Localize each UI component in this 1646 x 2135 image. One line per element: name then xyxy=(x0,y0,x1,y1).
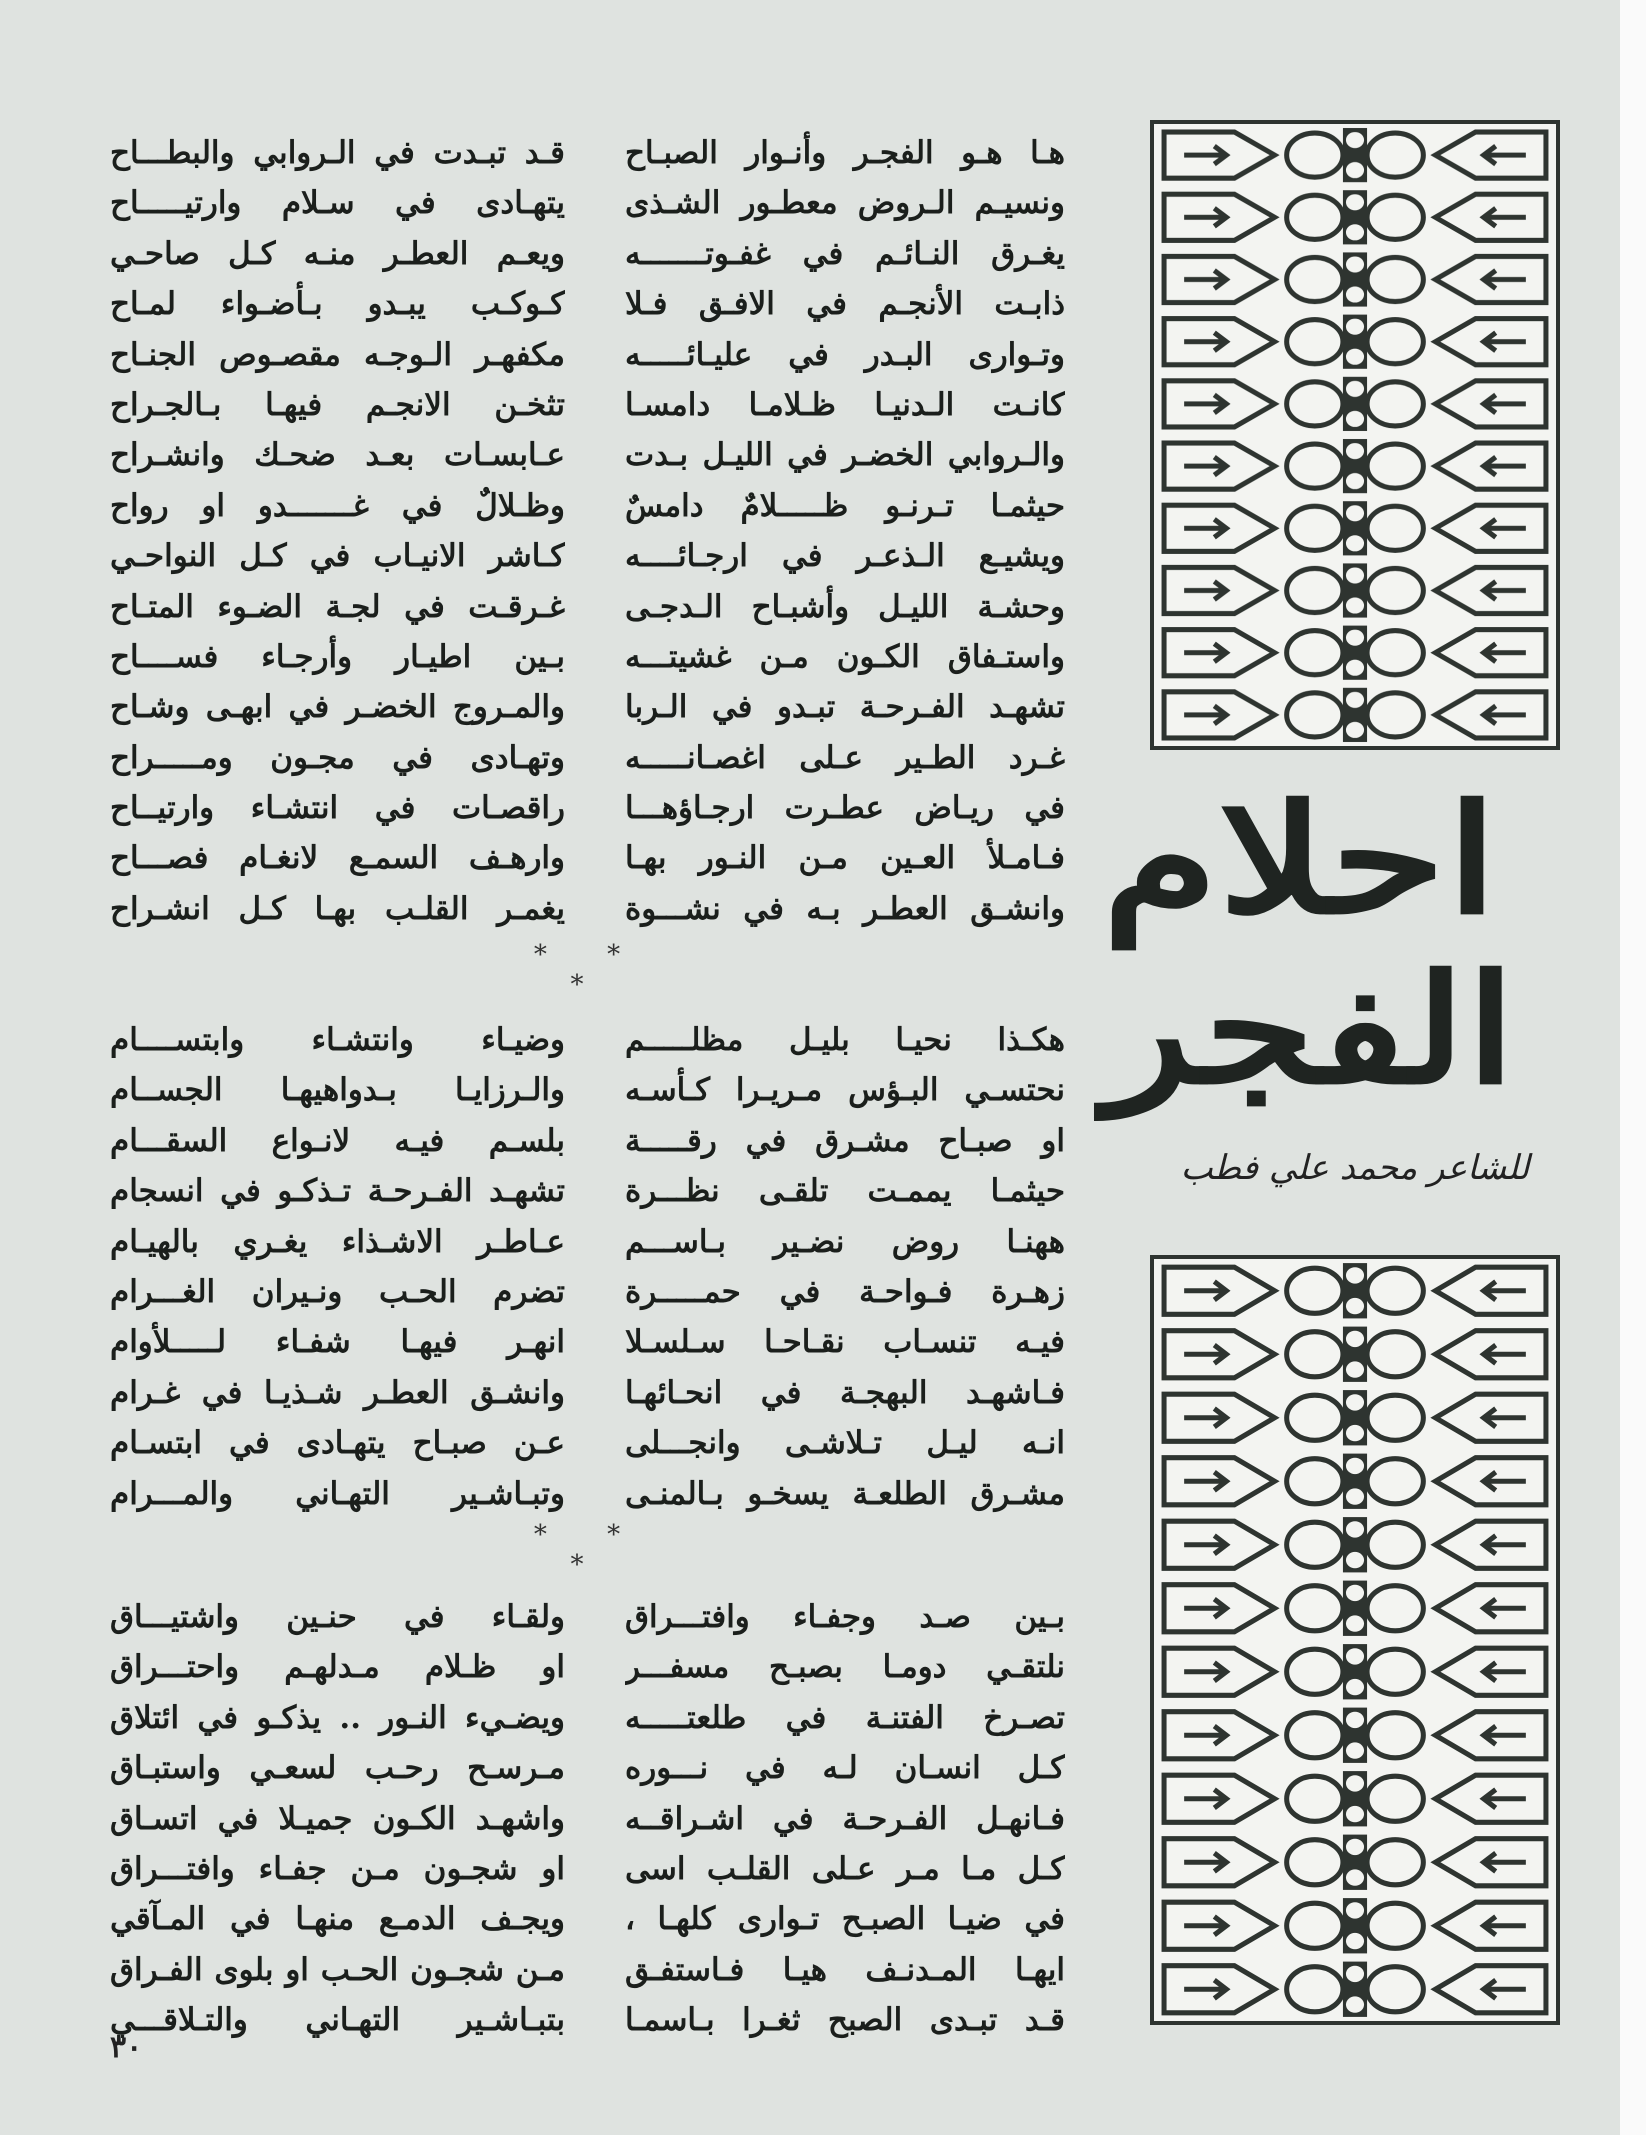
verse-line: غـرد الطـير عـلى اغصـانـــــه xyxy=(625,739,1065,776)
verse-line: وارهـف السمـع لانغـام فصـــاح xyxy=(110,840,565,877)
verse-line: قـد تبـدت في الـروابي والبطـــاح xyxy=(110,135,565,171)
section-1-left-column xyxy=(110,128,565,934)
verse-line: او ظـلام مـدلهـم واحتـــراق xyxy=(110,1649,565,1686)
verse-line: وتبـاشـير التهـاني والمـــرام xyxy=(110,1475,565,1512)
verse-line: ويعـم العطـر منـه كـل صاحـي xyxy=(110,235,565,272)
verse-line: يتهـادى في سـلام وارتيـــــاح xyxy=(110,185,565,222)
verse-line: هكـذا نحيـا بليـل مظلـــــم xyxy=(625,1022,1065,1058)
verse-line: ويضـيء النـور .. يذكـو في ائتلاق xyxy=(110,1699,565,1736)
verse-line: كـل مـا مـر عـلى القلـب اسى xyxy=(625,1850,1065,1887)
verse-line: راقصـات في انتشـاء وارتيــاح xyxy=(110,790,565,827)
verse-line: قـد تبـدى الصبح ثغـرا بـاسمـا xyxy=(625,2002,1065,2039)
verse-line: تشهـد الفـرحـة تبـدو في الـربا xyxy=(625,689,1065,726)
verse-line: ذابـت الأنجـم في الافـق فـلا xyxy=(625,286,1065,323)
verse-line: انـه ليـل تـلاشـى وانجـــلى xyxy=(625,1425,1065,1462)
verse-line: عـن صبـاح يتهـادى في ابتسـام xyxy=(110,1425,565,1462)
verse-line: ولقـاء في حنـين واشتيـــاق xyxy=(110,1599,565,1635)
verse-line: انهـر فيهـا شفـاء لـــــلأوام xyxy=(110,1324,565,1361)
section-2-right-column xyxy=(625,1015,1065,1519)
verse-line: وتـوارى البـدر في عليـائـــــه xyxy=(625,336,1065,373)
verse-line: ايهـا المـدنـف هيـا فـاستفـق xyxy=(625,1951,1065,1988)
verse-line: تضرم الحـب ونـيران الغـــرام xyxy=(110,1273,565,1310)
verse-line: كانـت الـدنيـا ظـلامـا دامسـا xyxy=(625,386,1065,423)
verse-line: والـرزايـا بـدواهيهـا الجســام xyxy=(110,1072,565,1109)
verse-line: وحشـة الليـل وأشبـاح الـدجـى xyxy=(625,588,1065,625)
verse-line: يغمـر القلـب بهـا كـل انشـراح xyxy=(110,890,565,927)
verse-line: ويشيـع الـذعـر في ارجـائــــه xyxy=(625,538,1065,575)
verse-line: وظـلالٌ في غـــــــدو او رواح xyxy=(110,487,565,524)
verse-line: بـين اطيـار وأرجـاء فســــاح xyxy=(110,638,565,675)
verse-line: فـانهـل الفـرحـة في اشـراقــه xyxy=(625,1800,1065,1837)
verse-line: كـوكـب يبـدو بـأضـواء لمـاح xyxy=(110,286,565,323)
verse-line: مـن شجـون الحـب او بلوى الفـراق xyxy=(110,1951,565,1988)
title-line-2: الفجر xyxy=(1104,942,1516,1118)
section-separator: * * * xyxy=(533,1520,647,1580)
verse-line: هـا هـو الفجـر وأنـوار الصبـاح xyxy=(625,135,1065,171)
verse-line: بلسـم فيـه لانـواع السقـــام xyxy=(110,1122,565,1159)
ornament-pattern-icon xyxy=(1154,1259,1556,2021)
poem-title xyxy=(1102,772,1560,1125)
verse-line: ههنـا روض نضـير بـاســـم xyxy=(625,1223,1065,1260)
verse-line: نلتقـي دومـا بصبـح مسفـــر xyxy=(625,1649,1065,1686)
verse-line: عـابسـات بعـد ضحـك وانشـراح xyxy=(110,437,565,474)
ornament-band-bottom xyxy=(1150,1255,1560,2025)
verse-line: فـامـلأ العـين مـن النـور بهـا xyxy=(625,840,1065,877)
verse-line: يغـرق النـائـم في غفـوتـــــــه xyxy=(625,235,1065,272)
verse-line: مـرسـح رحـب لسعـي واستبـاق xyxy=(110,1750,565,1787)
verse-line: في ضيـا الصبـح تـوارى كلهـا ، xyxy=(625,1901,1065,1938)
verse-line: نحتسـي البـؤس مـريـرا كـأسـه xyxy=(625,1072,1065,1109)
section-separator: * * * xyxy=(533,940,647,1000)
verse-line: او صبـاح مشـرق في رقـــــة xyxy=(625,1122,1065,1159)
verse-line: مكفهـر الـوجـه مقصـوص الجنـاح xyxy=(110,336,565,373)
verse-line: وانشـق العطـر بـه في نشـــوة xyxy=(625,890,1065,927)
verse-line: والـروابي الخضـر في الليـل بـدت xyxy=(625,437,1065,474)
verse-line: وتهـادى في مجـون ومـــــراح xyxy=(110,739,565,776)
ornament-band-top xyxy=(1150,120,1560,750)
verse-line: فيـه تنسـاب نقـاحـا سـلسـلا xyxy=(625,1324,1065,1361)
section-1-right-column xyxy=(625,128,1065,934)
verse-line: غـرقـت في لجـة الضـوء المتـاح xyxy=(110,588,565,625)
verse-line: حيثمـا يممـت تلقـى نظـــرة xyxy=(625,1173,1065,1210)
page-number: ٣٠ xyxy=(110,2030,143,2065)
verse-line: والمـروج الخضـر في ابهـى وشـاح xyxy=(110,689,565,726)
verse-line: تثخـن الانجـم فيهـا بـالجـراح xyxy=(110,386,565,423)
verse-line: واشهـد الكـون جميـلا في اتسـاق xyxy=(110,1800,565,1837)
author-byline: للشاعر محمد علي فطب xyxy=(1180,1148,1530,1188)
verse-line: ونسيـم الـروض معطـور الشـذى xyxy=(625,185,1065,222)
verse-line: حيثمـا تـرنـو ظـــــلامٌ دامسٌ xyxy=(625,487,1065,524)
verse-line: وانشـق العطـر شـذيـا في غـرام xyxy=(110,1374,565,1411)
verse-line: او شجـون مـن جفـاء وافتـــراق xyxy=(110,1850,565,1887)
verse-line: زهـرة فـواحـة في حمـــــرة xyxy=(625,1273,1065,1310)
verse-line: بـين صـد وجفـاء وافتـــراق xyxy=(625,1599,1065,1635)
section-2-left-column xyxy=(110,1015,565,1519)
verse-line: بتبـاشـير التهـاني والتـلاقـــي xyxy=(110,2002,565,2039)
verse-line: فـاشهـد البهجـة في انحـائهـا xyxy=(625,1374,1065,1411)
verse-line: كـاشر الانيـاب في كـل النواحـي xyxy=(110,538,565,575)
page-edge xyxy=(1620,0,1646,2135)
verse-line: مشـرق الطلعـة يسخـو بـالمنـى xyxy=(625,1475,1065,1512)
verse-line: عـاطـر الاشـذاء يغـري بالهيـام xyxy=(110,1223,565,1260)
verse-line: كـل انسـان لـه في نـــوره xyxy=(625,1750,1065,1787)
section-3-right-column xyxy=(625,1592,1065,2046)
verse-line: وضيـاء وانتشـاء وابتســــام xyxy=(110,1022,565,1058)
verse-line: تصـرخ الفتنـة في طلعتـــــه xyxy=(625,1699,1065,1736)
verse-line: تشهـد الفـرحـة تـذكـو في انسجام xyxy=(110,1173,565,1210)
title-line-1: احلام xyxy=(1102,772,1498,948)
verse-line: واستـفاق الكـون مـن غشيتـــه xyxy=(625,638,1065,675)
verse-line: ويجـف الدمـع منهـا في المـآقي xyxy=(110,1901,565,1938)
verse-line: في ريـاض عطـرت ارجـاؤهـــا xyxy=(625,790,1065,827)
section-3-left-column xyxy=(110,1592,565,2046)
ornament-pattern-icon xyxy=(1154,124,1556,746)
